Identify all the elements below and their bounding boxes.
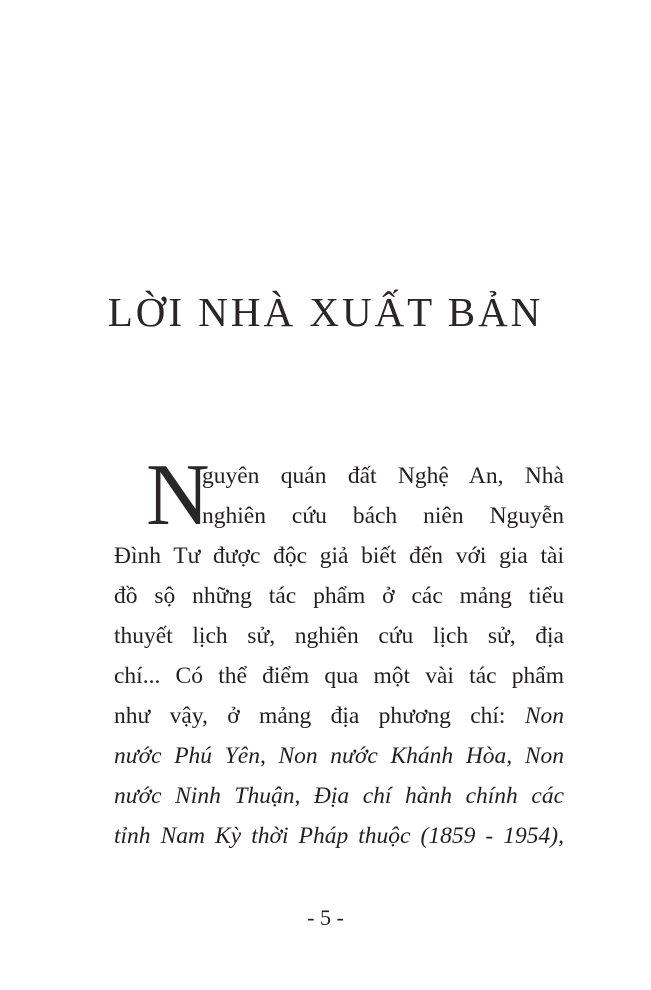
- text-run: đồ sộ những tác phẩm ở các mảng tiểu: [114, 583, 564, 609]
- text-run: chí... Có thể điểm qua một vài tác phẩm: [114, 663, 564, 689]
- text-run: thuyết lịch sử, nghiên cứu lịch sử, địa: [114, 623, 564, 649]
- italic-run: tỉnh Nam Kỳ thời Pháp thuộc (1859 - 1954),: [114, 823, 564, 849]
- text-run: như vậy, ở mảng địa phương chí:: [114, 703, 525, 729]
- italic-run: nước Ninh Thuận, Địa chí hành chính các: [114, 783, 564, 809]
- page-title: LỜI NHÀ XUẤT BẢN: [107, 289, 544, 335]
- text-line: [114, 736, 564, 776]
- text-line: [114, 576, 564, 616]
- text-line: [114, 776, 564, 816]
- text-line: [114, 616, 564, 656]
- italic-run: nước Phú Yên, Non nước Khánh Hòa, Non: [114, 743, 564, 769]
- text-line: [114, 696, 564, 736]
- text-run: Đình Tư được độc giả biết đến với gia tài: [114, 543, 564, 569]
- text-line: [114, 816, 564, 856]
- italic-run: Non: [524, 703, 564, 729]
- text-run: nghiên cứu bách niên Nguyễn: [202, 503, 564, 529]
- text-line: [114, 656, 564, 696]
- page-number: - 5 -: [307, 905, 344, 930]
- body-paragraph: [114, 447, 564, 856]
- text-run: guyên quán đất Nghệ An, Nhà: [202, 463, 564, 489]
- drop-cap: N: [146, 447, 210, 544]
